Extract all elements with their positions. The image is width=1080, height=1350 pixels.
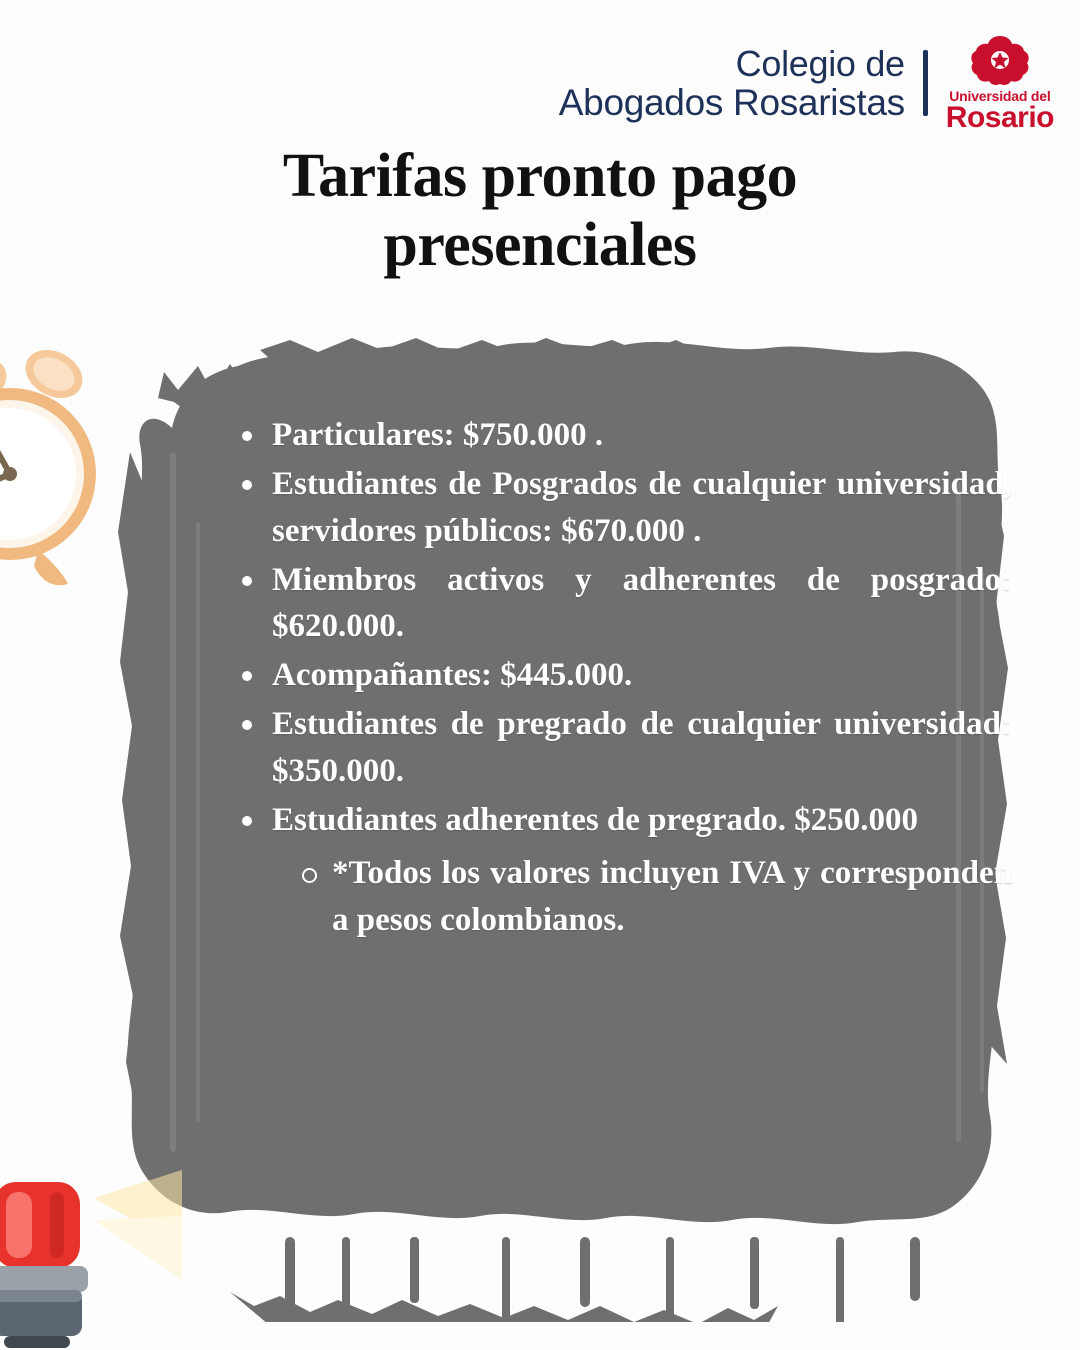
page-title: Tarifas pronto pago presenciales xyxy=(282,142,798,280)
list-item: Acompañantes: $445.000. xyxy=(232,652,1012,699)
university-logo-line2: Rosario xyxy=(945,101,1054,134)
rates-content xyxy=(232,412,1012,943)
siren-light-icon xyxy=(0,1152,186,1350)
college-logo-line1: Colegio de xyxy=(735,42,905,84)
header-logos xyxy=(559,34,1054,133)
list-item: Miembros activos y adherentes de posgrado: $620.000. xyxy=(232,557,1012,651)
list-item: Estudiantes adherentes de pregrado. $250.000 xyxy=(232,797,1012,844)
note-list xyxy=(232,850,1012,944)
college-logo-line2: Abogados Rosaristas xyxy=(558,81,905,123)
colegio-abogados-rosaristas-logo xyxy=(558,42,905,123)
iva-note: *Todos los valores incluyen IVA y corresponden a pesos colombianos. xyxy=(294,850,1012,944)
rosario-crest-icon xyxy=(969,34,1031,86)
universidad-del-rosario-logo xyxy=(946,34,1054,133)
list-item: Estudiantes de Posgrados de cualquier universidad, servidores públicos: $670.000 . xyxy=(232,461,1012,555)
list-item: Estudiantes de pregrado de cualquier universidad: $350.000. xyxy=(232,701,1012,795)
list-item: Particulares: $750.000 . xyxy=(232,412,1012,459)
university-logo-line1: Universidad del xyxy=(949,88,1051,104)
rates-list xyxy=(232,412,1012,844)
logo-divider xyxy=(923,50,928,116)
alarm-clock-icon xyxy=(0,336,132,601)
